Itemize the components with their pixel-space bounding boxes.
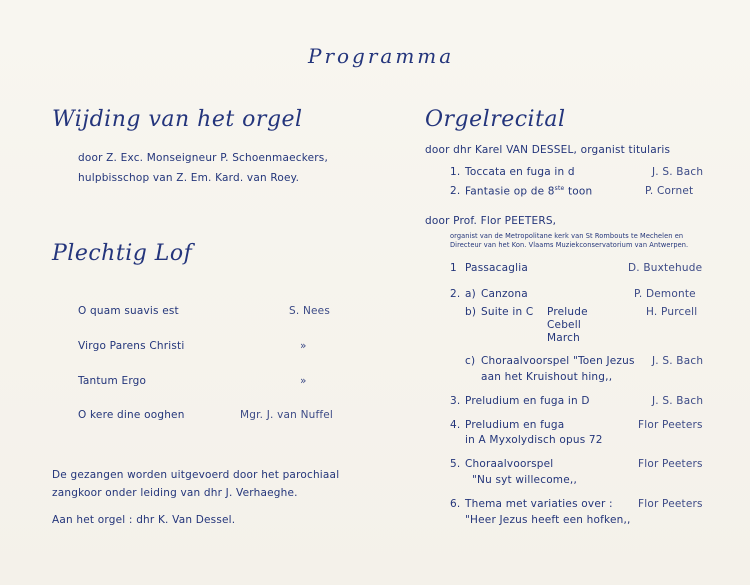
sub-item-label: c) <box>465 355 476 367</box>
program-item-composer: J. S. Bach <box>652 395 704 407</box>
performer-1: door dhr Karel VAN DESSEL, organist titularis <box>425 144 671 156</box>
item-number: 1. <box>450 166 461 178</box>
item-number: 1 <box>450 262 457 274</box>
program-item-title: Choraalvoorspel "Toen Jezus <box>481 355 635 367</box>
page-title: Programma <box>308 44 455 68</box>
choir-note-line-2: zangkoor onder leiding van dhr J. Verhaeghe. <box>52 487 298 499</box>
program-item-composer: Mgr. J. van Nuffel <box>240 409 334 421</box>
program-item-title-cont: aan het Kruishout hing,, <box>481 371 613 383</box>
sub-item-label: a) <box>465 288 476 300</box>
program-item-title-cont: in A Myxolydisch opus 72 <box>465 434 603 446</box>
item-number: 6. <box>450 498 461 510</box>
program-item-title: O kere dine ooghen <box>78 409 185 421</box>
program-item-title: Thema met variaties over : <box>465 498 613 510</box>
program-item-title: Choraalvoorspel <box>465 458 554 470</box>
program-item-title: Canzona <box>481 288 528 300</box>
program-item-title: Fantasie op de 8ste toon <box>465 185 593 198</box>
program-item-composer: H. Purcell <box>646 306 698 318</box>
section-heading-recital: Orgelrecital <box>425 107 566 132</box>
choir-note-line-1: De gezangen worden uitgevoerd door het parochiaal <box>52 469 340 481</box>
organist-note: Aan het orgel : dhr K. Van Dessel. <box>52 514 236 526</box>
program-item-title: Tantum Ergo <box>78 375 147 387</box>
item-number: 2. <box>450 288 461 300</box>
suite-movement: Prelude <box>547 306 588 318</box>
performer-2-detail-2: Directeur van het Kon. Vlaams Muziekconservatorium van Antwerpen. <box>450 241 689 249</box>
program-item-composer: P. Demonte <box>634 288 696 300</box>
program-item-title: Suite in C <box>481 306 534 318</box>
program-item-title: Preludium en fuga in D <box>465 395 590 407</box>
program-item-composer: P. Cornet <box>645 185 694 197</box>
program-item-title: Toccata en fuga in d <box>465 166 575 178</box>
item-number: 2. <box>450 185 461 197</box>
program-item-composer: » <box>300 375 307 387</box>
program-item-composer: Flor Peeters <box>638 458 703 470</box>
program-item-composer: J. S. Bach <box>652 166 704 178</box>
section-heading-benediction: Plechtig Lof <box>52 241 193 266</box>
program-item-title: O quam suavis est <box>78 305 179 317</box>
performer-2-detail-1: organist van de Metropolitane kerk van St Rombouts te Mechelen en <box>450 232 684 240</box>
suite-movement: Cebell <box>547 319 581 331</box>
program-item-title: Virgo Parens Christi <box>78 340 185 352</box>
section-heading-consecration: Wijding van het orgel <box>52 107 303 132</box>
program-item-title: Preludium en fuga <box>465 419 565 431</box>
program-item-composer: Flor Peeters <box>638 498 703 510</box>
performer-2: door Prof. Flor PEETERS, <box>425 215 557 227</box>
program-item-composer: Flor Peeters <box>638 419 703 431</box>
program-item-composer: D. Buxtehude <box>628 262 703 274</box>
program-item-title-cont: "Heer Jezus heeft een hofken,, <box>465 514 631 526</box>
item-number: 3. <box>450 395 461 407</box>
program-item-title: Passacaglia <box>465 262 529 274</box>
program-item-title-cont: "Nu syt willecome,, <box>472 474 577 486</box>
item-number: 5. <box>450 458 461 470</box>
program-item-composer: S. Nees <box>289 305 330 317</box>
consecration-line-2: hulpbisschop van Z. Em. Kard. van Roey. <box>78 172 300 184</box>
item-number: 4. <box>450 419 461 431</box>
program-item-composer: J. S. Bach <box>652 355 704 367</box>
consecration-line-1: door Z. Exc. Monseigneur P. Schoenmaeckers, <box>78 152 329 164</box>
suite-movement: March <box>547 332 581 344</box>
sub-item-label: b) <box>465 306 477 318</box>
program-item-composer: » <box>300 340 307 352</box>
